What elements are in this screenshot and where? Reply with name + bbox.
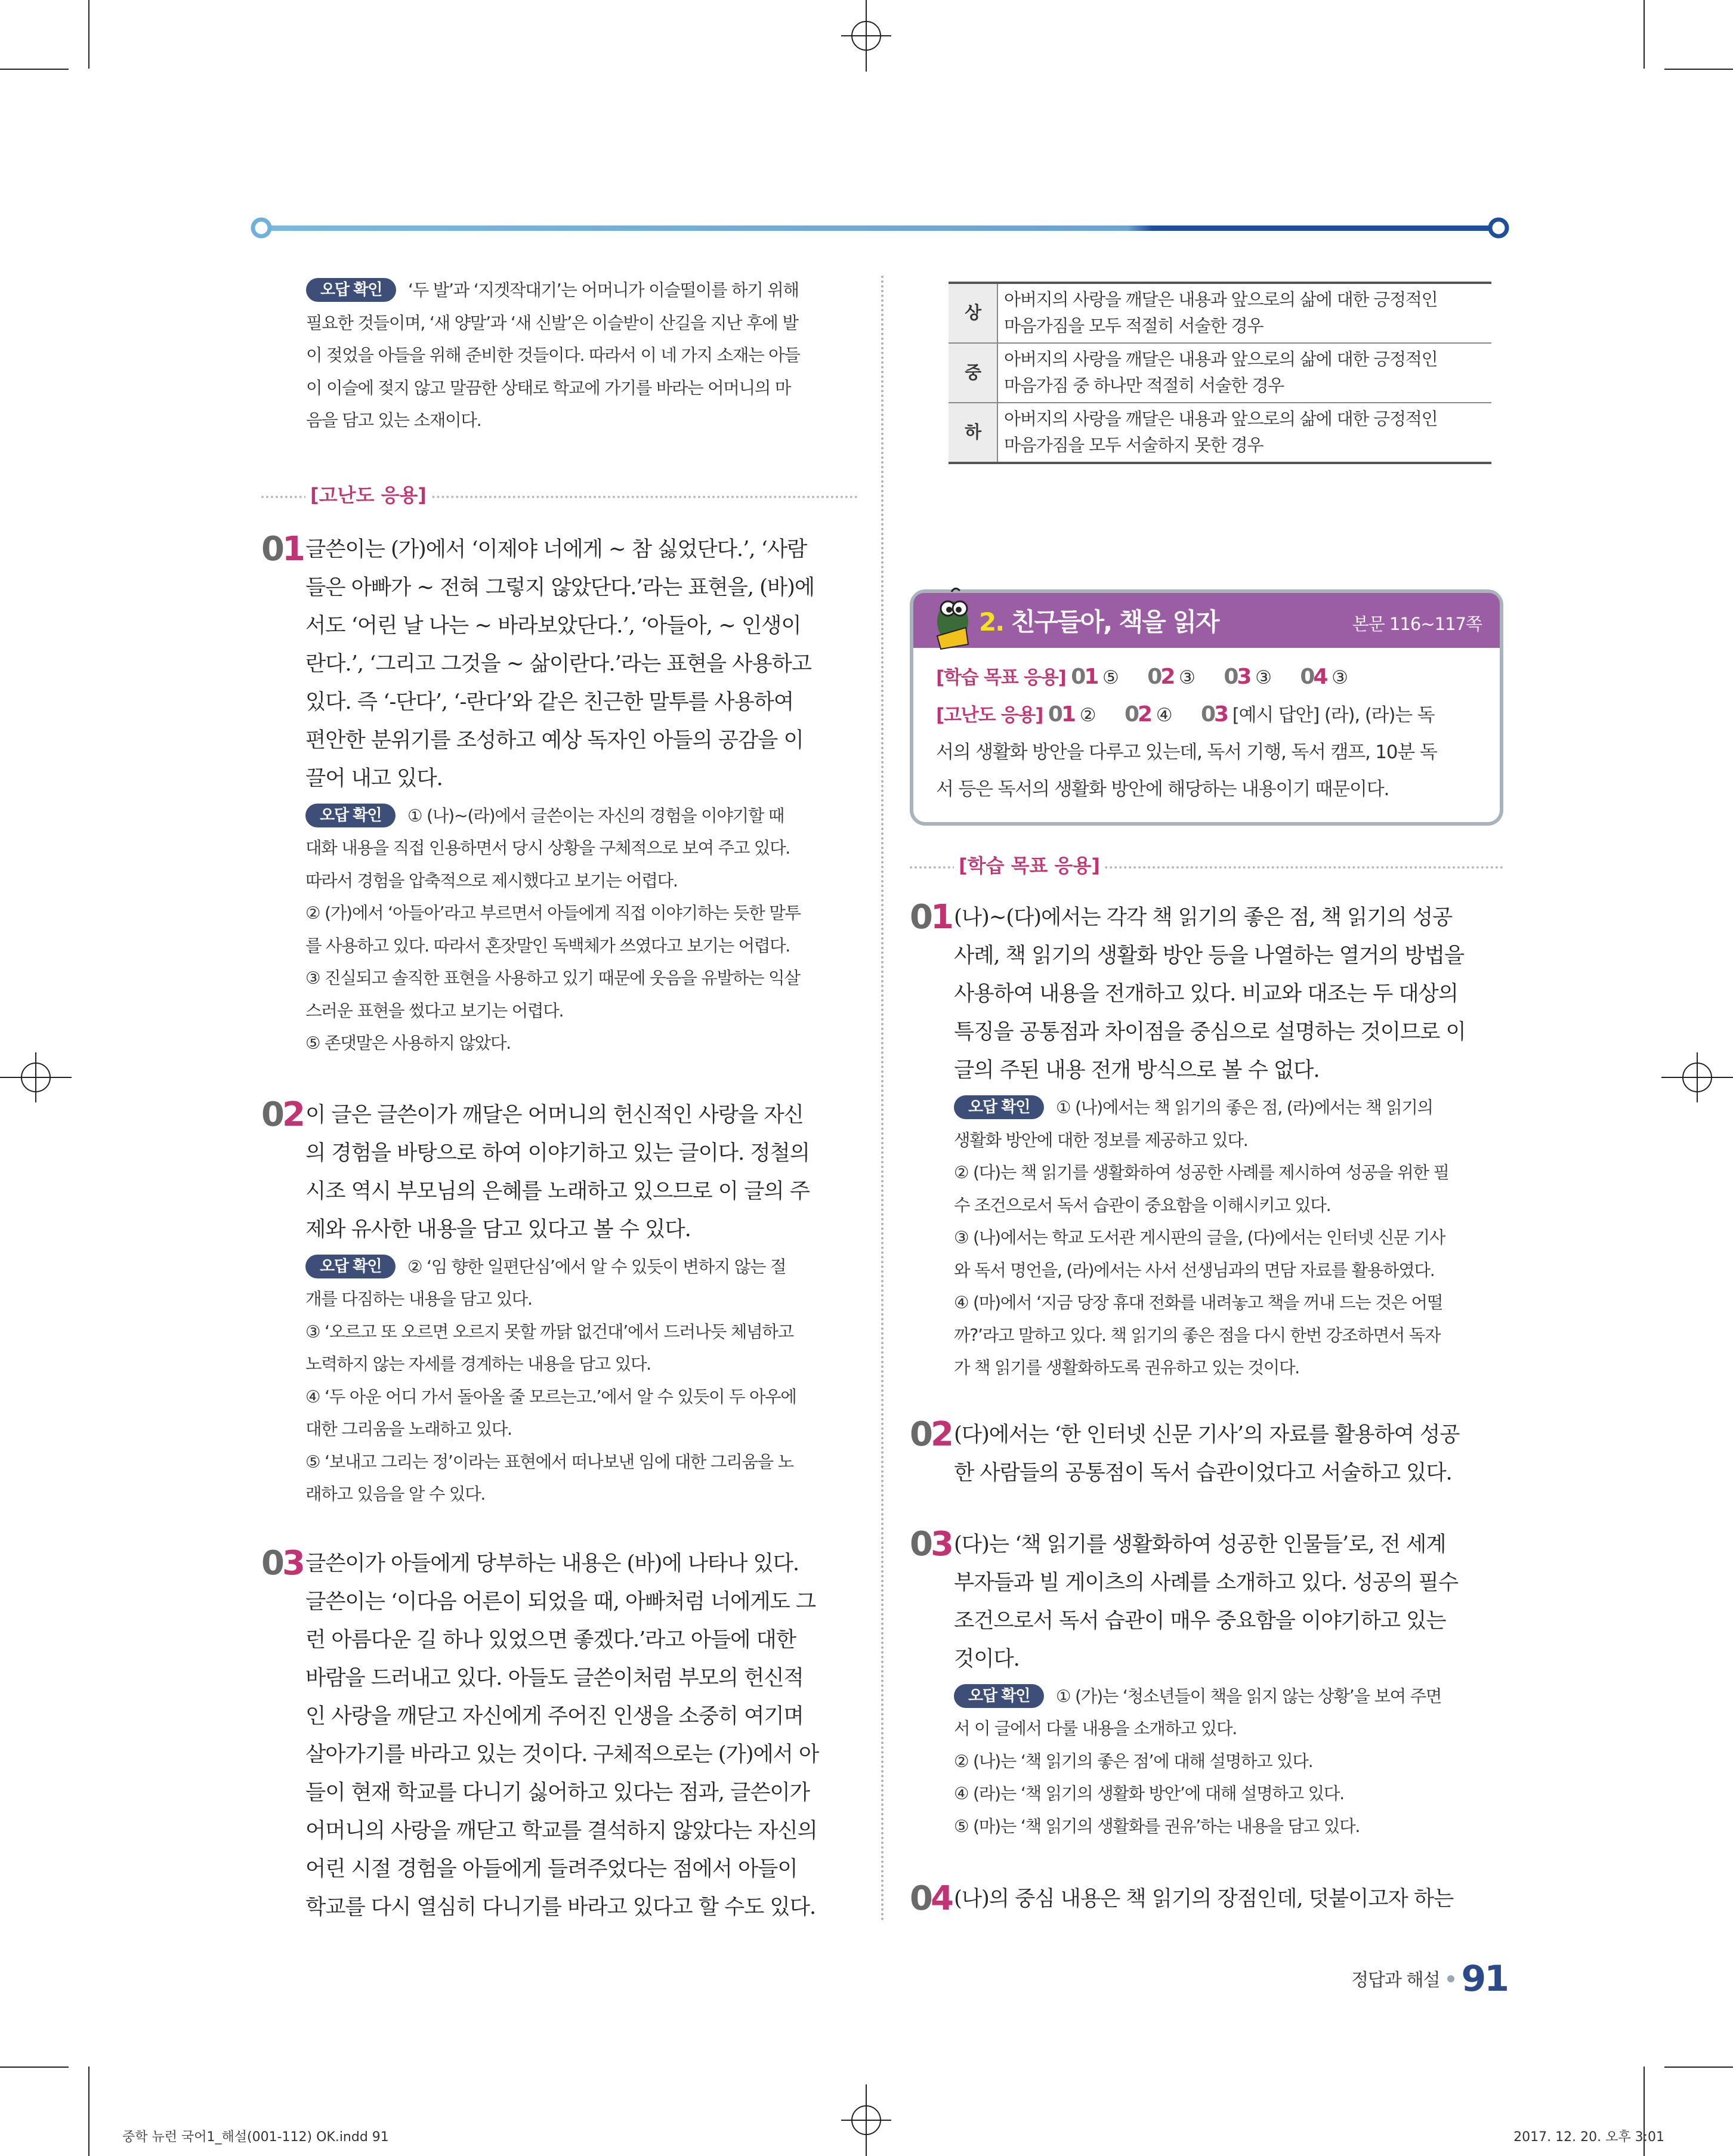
answer-line: 편안한 분위기를 조성하고 예상 독자인 아들의 공감을 이 — [305, 727, 804, 752]
answer-line: 제와 유사한 내용을 담고 있다고 볼 수 있다. — [305, 1216, 691, 1241]
question-03 — [910, 1525, 1503, 1678]
page-reference: 본문 116~117쪽 — [1352, 614, 1482, 634]
answer-line: 부자들과 빌 게이츠의 사례를 소개하고 있다. 성공의 필수 — [954, 1570, 1458, 1595]
section-header-objective — [910, 850, 1503, 885]
answer-line: 란다.’, ‘그리고 그것을 ~ 삶이란다.’라는 표현을 사용하고 — [305, 651, 811, 676]
wrong-answer-note: 오답 확인 ① (나)에서는 책 읽기의 좋은 점, (라)에서는 책 읽기의 생활화 방안에 대한 정보를 제공하고 있다. ② (다)는 책 읽기를 생활화하여 성공한 사례를 제시하여 성공을 위한 필 수 조건으로서 독서 습관이 중요함을 이해시키고 있다. ③ (나)에서는 학교 도서관 게시판의 글을, (다)에서는 인터넷 신문 기사 와 독서 명언을, (라)에서는 사서 선생님과의 면담 자료를 활용하였다. ④ (마)에서 ‘지금 당장 휴대 전화를 내려놓고 책을 꺼내 드는 것은 어떨 까?’라고 말하고 있다. 책 읽기의 좋은 점을 다시 한번 강조하면서 독자 가 책 읽기를 생활화하도록 권유하고 있는 것이다. — [910, 1092, 1503, 1385]
question-number: 01 — [261, 529, 303, 569]
registration-mark-right — [1661, 1052, 1733, 1102]
answer-box-title: 2. 친구들아, 책을 읽자 — [979, 607, 1219, 637]
answer-line: 서의 생활화 방안을 다루고 있는데, 독서 기행, 독서 캠프, 10분 독 — [936, 742, 1437, 763]
answer-line: (다)는 ‘책 읽기를 생활화하여 성공한 인물들’로, 전 세계 — [954, 1531, 1446, 1556]
question-number: 02 — [261, 1095, 303, 1134]
answer-line: 글쓴이는 ‘이다음 어른이 되었을 때, 아빠처럼 너에게도 그 — [305, 1589, 816, 1614]
criteria-cell: 아버지의 사랑을 깨달은 내용과 앞으로의 삶에 대한 긍정적인 마음가짐을 모두 적절히 서술한 경우 — [997, 283, 1491, 343]
wrong-answer-note: 오답 확인 ① (나)~(라)에서 글쓴이는 자신의 경험을 이야기할 때 대화 내용을 직접 인용하면서 당시 상황을 구체적으로 보여 주고 있다. 따라서 경험을 압축적으로 제시했다고 보기는 어렵다. ② (가)에서 ‘아들아’라고 부르면서 아들에게 직접 이야기하는 듯한 말투 를 사용하고 있다. 따라서 혼잣말인 독백체가 쓰였다고 보기는 어렵다. ③ 진실되고 솔직한 표현을 사용하고 있기 때문에 웃음을 유발하는 익살 스러운 표현을 썼다고 보기는 어렵다. ⑤ 존댓말은 사용하지 않았다. — [261, 800, 858, 1060]
answer-line: 들은 아빠가 ~ 전혀 그렇지 않았단다.’라는 표현을, (바)에 — [305, 574, 815, 600]
answer-line: 조건으로서 독서 습관이 매우 중요함을 이야기하고 있는 — [954, 1608, 1446, 1633]
answer-row-advanced: [고난도 응용] 01 ② 02 ④ 03 [예시 답안] (라), (라)는 독 — [936, 702, 1435, 727]
right-column — [910, 282, 1503, 1918]
question-01 — [261, 530, 858, 798]
answer-line: 이 글은 글쓴이가 깨달은 어머니의 헌신적인 사랑을 자신 — [305, 1102, 804, 1127]
answer-line: 끌어 내고 있다. — [305, 765, 443, 790]
answer-line: (다)에서는 ‘한 인터넷 신문 기사’의 자료를 활용하여 성공 — [954, 1422, 1460, 1447]
criteria-cell: 아버지의 사랑을 깨달은 내용과 앞으로의 삶에 대한 긍정적인 마음가짐 중 하나만 적절히 서술한 경우 — [997, 343, 1491, 403]
answer-box-body — [913, 648, 1500, 808]
answer-line: (나)의 중심 내용은 책 읽기의 장점인데, 덧붙이고자 하는 — [954, 1886, 1454, 1911]
question-number: 03 — [261, 1543, 303, 1583]
question-01 — [910, 898, 1503, 1089]
wrong-answer-note: 오답 확인 ① (가)는 ‘청소년들이 책을 읽지 않는 상황’을 보여 주면 서 이 글에서 다룰 내용을 소개하고 있다. ② (나)는 ‘책 읽기의 좋은 점’에 대해 설명하고 있다. ④ (라)는 ‘책 읽기의 생활화 방안’에 대해 설명하고 있다. ⑤ (마)는 ‘책 읽기의 생활화를 권유’하는 내용을 담고 있다. — [910, 1681, 1503, 1843]
answer-line: 것이다. — [954, 1646, 1020, 1671]
question-02 — [910, 1416, 1503, 1492]
wrong-answer-pill: 오답 확인 — [954, 1684, 1044, 1708]
page-number: 91 — [1461, 1958, 1508, 2000]
answer-row-objective: [학습 목표 응용] 01 ⑤ 02 ③ 03 ③ 04 ③ — [936, 665, 1348, 689]
answer-line: 글의 주된 내용 전개 방식으로 볼 수 없다. — [954, 1058, 1320, 1082]
wrong-answer-pill: 오답 확인 — [954, 1095, 1044, 1119]
criteria-cell: 아버지의 사랑을 깨달은 내용과 앞으로의 삶에 대한 긍정적인 마음가짐을 모두 서술하지 못한 경우 — [997, 403, 1491, 463]
answer-line: (나)~(다)에서는 각각 책 읽기의 좋은 점, 책 읽기의 성공 — [954, 905, 1453, 929]
question-number: 02 — [910, 1414, 952, 1454]
answer-line: 시조 역시 부모님의 은혜를 노래하고 있으므로 이 글의 주 — [305, 1178, 810, 1203]
wrong-answer-pill: 오답 확인 — [305, 1255, 396, 1278]
page-footer — [1351, 1958, 1508, 2000]
answer-summary-box — [910, 589, 1503, 826]
answer-line: 살아가기를 바라고 있는 것이다. 구체적으로는 (가)에서 아 — [305, 1741, 819, 1766]
wrong-answer-pill: 오답 확인 — [306, 278, 396, 302]
question-02 — [261, 1096, 858, 1249]
wrong-answer-note — [306, 274, 858, 437]
note-line: 음을 담고 있는 소재이다. — [306, 410, 481, 430]
scoring-rubric-table — [949, 282, 1491, 464]
note-line: ‘두 발’과 ‘지겟작대기’는 어머니가 이슬떨이를 하기 위해 — [408, 280, 799, 300]
question-number: 01 — [910, 898, 952, 937]
answer-line: 들이 현재 학교를 다니기 싫어하고 있다는 점과, 글쓴이가 — [305, 1780, 810, 1805]
note-line: 필요한 것들이며, ‘새 양말’과 ‘새 신발’은 이슬받이 산길을 지난 후에 발 — [306, 313, 798, 333]
answer-line: 런 아름다운 길 하나 있었으면 좋겠다.’라고 아들에 대한 — [305, 1627, 796, 1652]
answer-line: 학교를 다시 열심히 다니기를 바라고 있다고 할 수도 있다. — [305, 1894, 816, 1919]
note-line: 이 이슬에 젖지 않고 말끔한 상태로 학교에 가기를 바라는 어머니의 마 — [306, 378, 791, 398]
registration-mark-top — [841, 0, 891, 72]
section-header-advanced — [261, 479, 858, 515]
footer-label: 정답과 해설 — [1351, 1970, 1440, 1991]
left-column — [261, 274, 858, 1926]
section-label: [고난도 응용] — [305, 479, 431, 511]
question-04 — [910, 1880, 1503, 1918]
print-slug-date: 2017. 12. 20. 오후 3:01 — [1513, 2130, 1664, 2145]
question-03 — [261, 1545, 858, 1926]
table-row — [949, 283, 1491, 343]
question-number: 04 — [910, 1879, 952, 1918]
registration-mark-left — [0, 1052, 72, 1102]
answer-line: 있다. 즉 ‘-단다’, ‘-란다’와 같은 친근한 말투를 사용하여 — [305, 689, 794, 714]
note-line: 이 젖었을 아들을 위해 준비한 것들이다. 따라서 이 네 가지 소재는 아들 — [306, 345, 800, 365]
grade-cell: 중 — [949, 343, 997, 403]
bookworm-mascot-icon — [924, 586, 978, 651]
answer-line: 글쓴이가 아들에게 당부하는 내용은 (바)에 나타나 있다. — [305, 1550, 799, 1576]
registration-mark-bottom — [841, 2084, 891, 2156]
answer-line: 한 사람들의 공통점이 독서 습관이었다고 서술하고 있다. — [954, 1460, 1452, 1485]
wrong-answer-pill: 오답 확인 — [305, 804, 396, 827]
header-bar — [251, 217, 1509, 239]
table-row — [949, 343, 1491, 403]
answer-line: 인 사랑을 깨닫고 자신에게 주어진 인생을 소중히 여기며 — [305, 1703, 804, 1728]
answer-line: 사례, 책 읽기의 생활화 방안 등을 나열하는 열거의 방법을 — [954, 943, 1465, 968]
grade-cell: 하 — [949, 403, 997, 463]
section-label: [학습 목표 응용] — [954, 850, 1105, 882]
grade-cell: 상 — [949, 283, 997, 343]
column-divider — [881, 276, 884, 1922]
answer-line: 의 경험을 바탕으로 하여 이야기하고 있는 글이다. 정철의 — [305, 1140, 810, 1165]
answer-line: 서 등은 독서의 생활화 방안에 해당하는 내용이기 때문이다. — [936, 779, 1389, 800]
question-number: 03 — [910, 1524, 952, 1564]
answer-line: 사용하여 내용을 전개하고 있다. 비교와 대조는 두 대상의 — [954, 981, 1458, 1006]
answer-line: 서도 ‘어린 날 나는 ~ 바라보았단다.’, ‘아들아, ~ 인생이 — [305, 613, 801, 638]
bullet-icon — [1447, 1975, 1454, 1982]
print-slug-file: 중학 뉴런 국어1_해설(001-112) OK.indd 91 — [122, 2130, 389, 2145]
wrong-answer-note: 오답 확인 ② ‘임 향한 일편단심’에서 알 수 있듯이 변하지 않는 절 개를 다짐하는 내용을 담고 있다. ③ ‘오르고 또 오르면 오르지 못할 까닭 없건대’에서 드러나듯 체념하고 노력하지 않는 자세를 경계하는 내용을 담고 있다. ④ ‘두 아운 어디 가서 돌아올 줄 모르는고.’에서 알 수 있듯이 두 아우에 대한 그리움을 노래하고 있다. ⑤ ‘보내고 그리는 정’이라는 표현에서 떠나보낸 임에 대한 그리움을 노 래하고 있음을 알 수 있다. — [261, 1251, 858, 1511]
answer-line: 바람을 드러내고 있다. 아들도 글쓴이처럼 부모의 헌신적 — [305, 1665, 804, 1690]
answer-line: 어린 시절 경험을 아들에게 들려주었다는 점에서 아들이 — [305, 1856, 798, 1881]
answer-line: 어머니의 사랑을 깨닫고 학교를 결석하지 않았다는 자신의 — [305, 1818, 817, 1843]
answer-line: 특징을 공통점과 차이점을 중심으로 설명하는 것이므로 이 — [954, 1020, 1466, 1044]
answer-box-header — [913, 593, 1500, 648]
answer-line: 글쓴이는 (가)에서 ‘이제야 너에게 ~ 참 싫었단다.’, ‘사람 — [305, 536, 807, 561]
table-row — [949, 403, 1491, 463]
